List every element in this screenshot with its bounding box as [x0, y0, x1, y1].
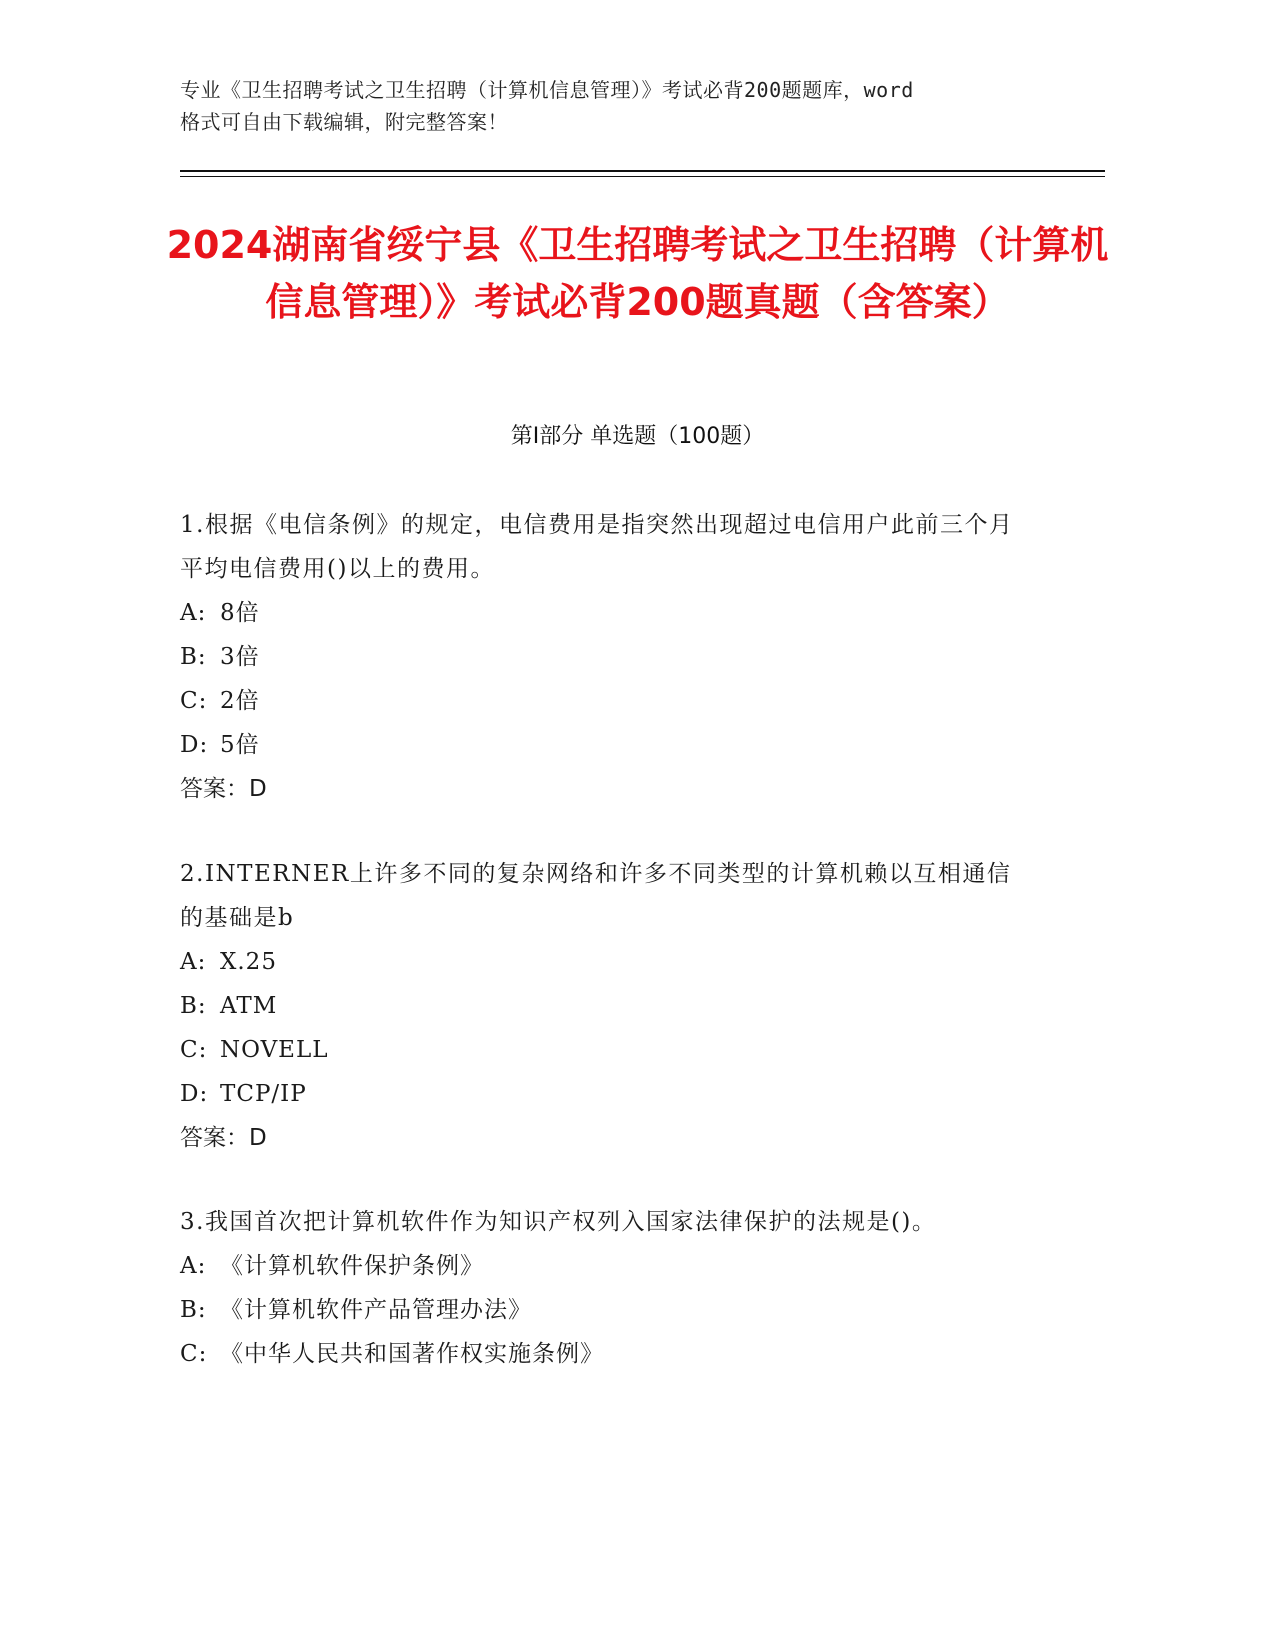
option-text: NOVELL — [220, 1037, 329, 1063]
option-c — [180, 1028, 1030, 1072]
question-stem: 3.我国首次把计算机软件作为知识产权列入国家法律保护的法规是()。 — [180, 1209, 937, 1235]
option-label: C: — [180, 1341, 208, 1367]
answer-line: 答案：D — [180, 776, 267, 802]
option-text: 《计算机软件保护条例》 — [220, 1253, 484, 1279]
option-c — [180, 679, 1030, 723]
option-d — [180, 723, 1030, 767]
option-label: A: — [180, 949, 207, 975]
question-stem: 2.INTERNER上许多不同的复杂网络和许多不同类型的计算机赖以互相通信的基础是b — [180, 861, 1012, 931]
option-label: C: — [180, 688, 208, 714]
answer-line: 答案：D — [180, 1125, 267, 1151]
option-c — [180, 1332, 1030, 1376]
option-text: 2倍 — [220, 688, 260, 714]
header-note-line: 专业《卫生招聘考试之卫生招聘（计算机信息管理）》考试必背200题题库，word — [180, 78, 914, 102]
option-text: 8倍 — [220, 600, 260, 626]
option-text: ATM — [220, 993, 278, 1019]
option-text: TCP/IP — [220, 1081, 307, 1107]
option-label: A: — [180, 1253, 207, 1279]
section-heading: 第Ⅰ部分 单选题（100题） — [510, 424, 765, 449]
question-block — [180, 503, 1030, 811]
option-text: X.25 — [220, 949, 277, 975]
option-label: B: — [180, 1297, 207, 1323]
question-stem: 1.根据《电信条例》的规定，电信费用是指突然出现超过电信用户此前三个月平均电信费用()以上的费用。 — [180, 512, 1014, 582]
option-b — [180, 635, 1030, 679]
option-text: 3倍 — [220, 644, 260, 670]
header-note-line: 格式可自由下载编辑，附完整答案！ — [180, 110, 508, 134]
option-label: A: — [180, 600, 207, 626]
option-b — [180, 984, 1030, 1028]
header-divider — [180, 176, 1105, 177]
option-label: B: — [180, 993, 207, 1019]
option-text: 5倍 — [220, 732, 260, 758]
option-a — [180, 1244, 1030, 1288]
header-divider — [180, 170, 1105, 172]
option-d — [180, 1072, 1030, 1116]
option-a — [180, 591, 1030, 635]
question-block — [180, 852, 1030, 1160]
option-text: 《计算机软件产品管理办法》 — [220, 1297, 532, 1323]
option-label: C: — [180, 1037, 208, 1063]
document-title: 2024湖南省绥宁县《卫生招聘考试之卫生招聘（计算机信息管理）》考试必背200题真题（含答案） — [166, 223, 1109, 324]
option-b — [180, 1288, 1030, 1332]
option-text: 《中华人民共和国著作权实施条例》 — [220, 1341, 604, 1367]
option-a — [180, 940, 1030, 984]
header-note — [180, 74, 1060, 138]
option-label: B: — [180, 644, 207, 670]
option-label: D: — [180, 1081, 209, 1107]
question-block — [180, 1200, 1030, 1376]
option-label: D: — [180, 732, 209, 758]
